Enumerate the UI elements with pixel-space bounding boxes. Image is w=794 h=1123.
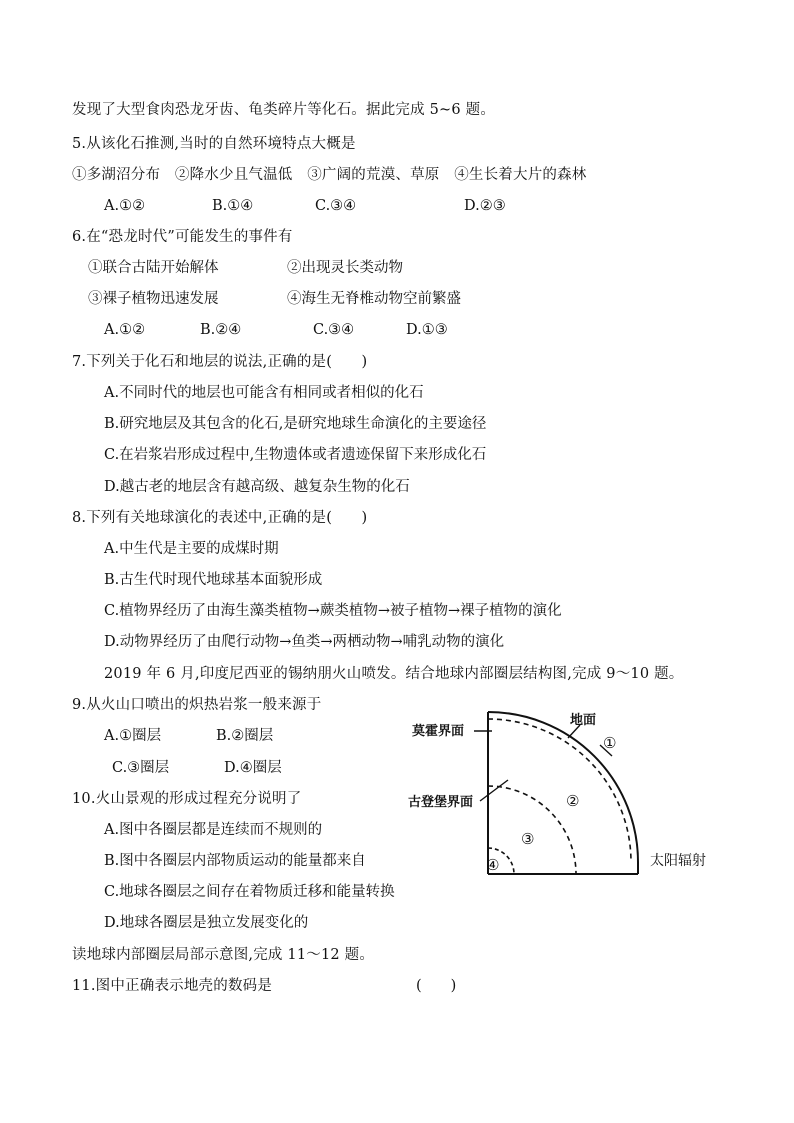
label-moho: 莫霍界面 (412, 724, 465, 739)
q5-option-a: A.①② (104, 198, 146, 214)
q6-option-c: C.③④ (313, 322, 355, 338)
q7-option-b: B.研究地层及其包含的化石,是研究地球生命演化的主要途径 (104, 416, 487, 432)
label-surface: 地面 (570, 713, 597, 728)
label-gutenberg: 古登堡界面 (408, 795, 474, 810)
q5-option-d: D.②③ (464, 198, 506, 214)
q8-option-c: C.植物界经历了由海生藻类植物→蕨类植物→被子植物→裸子植物的演化 (104, 603, 562, 619)
q10-option-a: A.图中各圈层都是连续而不规则的 (104, 822, 323, 838)
q8-option-b: B.古生代时现代地球基本面貌形成 (104, 572, 323, 588)
q10-option-c: C.地球各圈层之间存在着物质迁移和能量转换 (104, 884, 395, 900)
gutenberg-leader-line (480, 780, 508, 801)
q6-option-a: A.①② (104, 322, 146, 338)
label-sun-radiation: 太阳辐射 (650, 853, 706, 869)
q5-option-c: C.③④ (315, 198, 357, 214)
q9-option-c: C.③圈层 (112, 760, 170, 776)
q9-option-b: B.②圈层 (216, 728, 274, 744)
intro3-text: 读地球内部圈层局部示意图,完成 11～12 题。 (72, 947, 375, 963)
q6-item-2: ②出现灵长类动物 (287, 260, 403, 276)
q6-item-1: ①联合古陆开始解体 (88, 260, 219, 276)
q5-stem: 5.从该化石推测,当时的自然环境特点大概是 (72, 136, 356, 152)
q9-option-a: A.①圈层 (104, 728, 162, 744)
q6-item-3: ③裸子植物迅速发展 (88, 291, 219, 307)
earth-layers-diagram (400, 700, 730, 885)
q5-items: ①多湖沼分布 ②降水少且气温低 ③广阔的荒漠、草原 ④生长着大片的森林 (72, 167, 587, 183)
q5-option-b: B.①④ (212, 198, 254, 214)
q7-stem: 7.下列关于化石和地层的说法,正确的是( ) (72, 354, 368, 370)
q8-stem: 8.下列有关地球演化的表述中,正确的是( ) (72, 510, 368, 526)
q8-option-d: D.动物界经历了由爬行动物→鱼类→两栖动物→哺乳动物的演化 (104, 634, 505, 650)
q10-option-b: B.图中各圈层内部物质运动的能量都来自 (104, 853, 366, 869)
q7-option-c: C.在岩浆岩形成过程中,生物遗体或者遗迹保留下来形成化石 (104, 447, 487, 463)
intro-text: 发现了大型食肉恐龙牙齿、龟类碎片等化石。据此完成 5~6 题。 (72, 102, 496, 118)
q9-option-d: D.④圈层 (224, 760, 282, 776)
q6-stem: 6.在“恐龙时代”可能发生的事件有 (72, 229, 293, 245)
q6-option-d: D.①③ (406, 322, 448, 338)
q6-option-b: B.②④ (200, 322, 242, 338)
label-layer-2: ② (566, 792, 580, 810)
label-layer-4: ④ (486, 856, 500, 874)
q9-stem: 9.从火山口喷出的炽热岩浆一般来源于 (72, 697, 322, 713)
q10-option-d: D.地球各圈层是独立发展变化的 (104, 915, 309, 931)
q8-option-a: A.中生代是主要的成煤时期 (104, 541, 279, 557)
q10-stem: 10.火山景观的形成过程充分说明了 (72, 791, 302, 807)
intro2-text: 2019 年 6 月,印度尼西亚的锡纳朋火山喷发。结合地球内部圈层结构图,完成 9～10 题。 (104, 666, 684, 682)
q11-stem: 11.图中正确表示地壳的数码是 (72, 978, 273, 994)
label-layer-3: ③ (521, 830, 535, 848)
q11-answer-paren: ( ) (416, 978, 457, 994)
q7-option-a: A.不同时代的地层也可能含有相同或者相似的化石 (104, 385, 424, 401)
q6-item-4: ④海生无脊椎动物空前繁盛 (287, 291, 461, 307)
label-layer-1: ① (603, 734, 617, 752)
q7-option-d: D.越古老的地层含有越高级、越复杂生物的化石 (104, 479, 410, 495)
